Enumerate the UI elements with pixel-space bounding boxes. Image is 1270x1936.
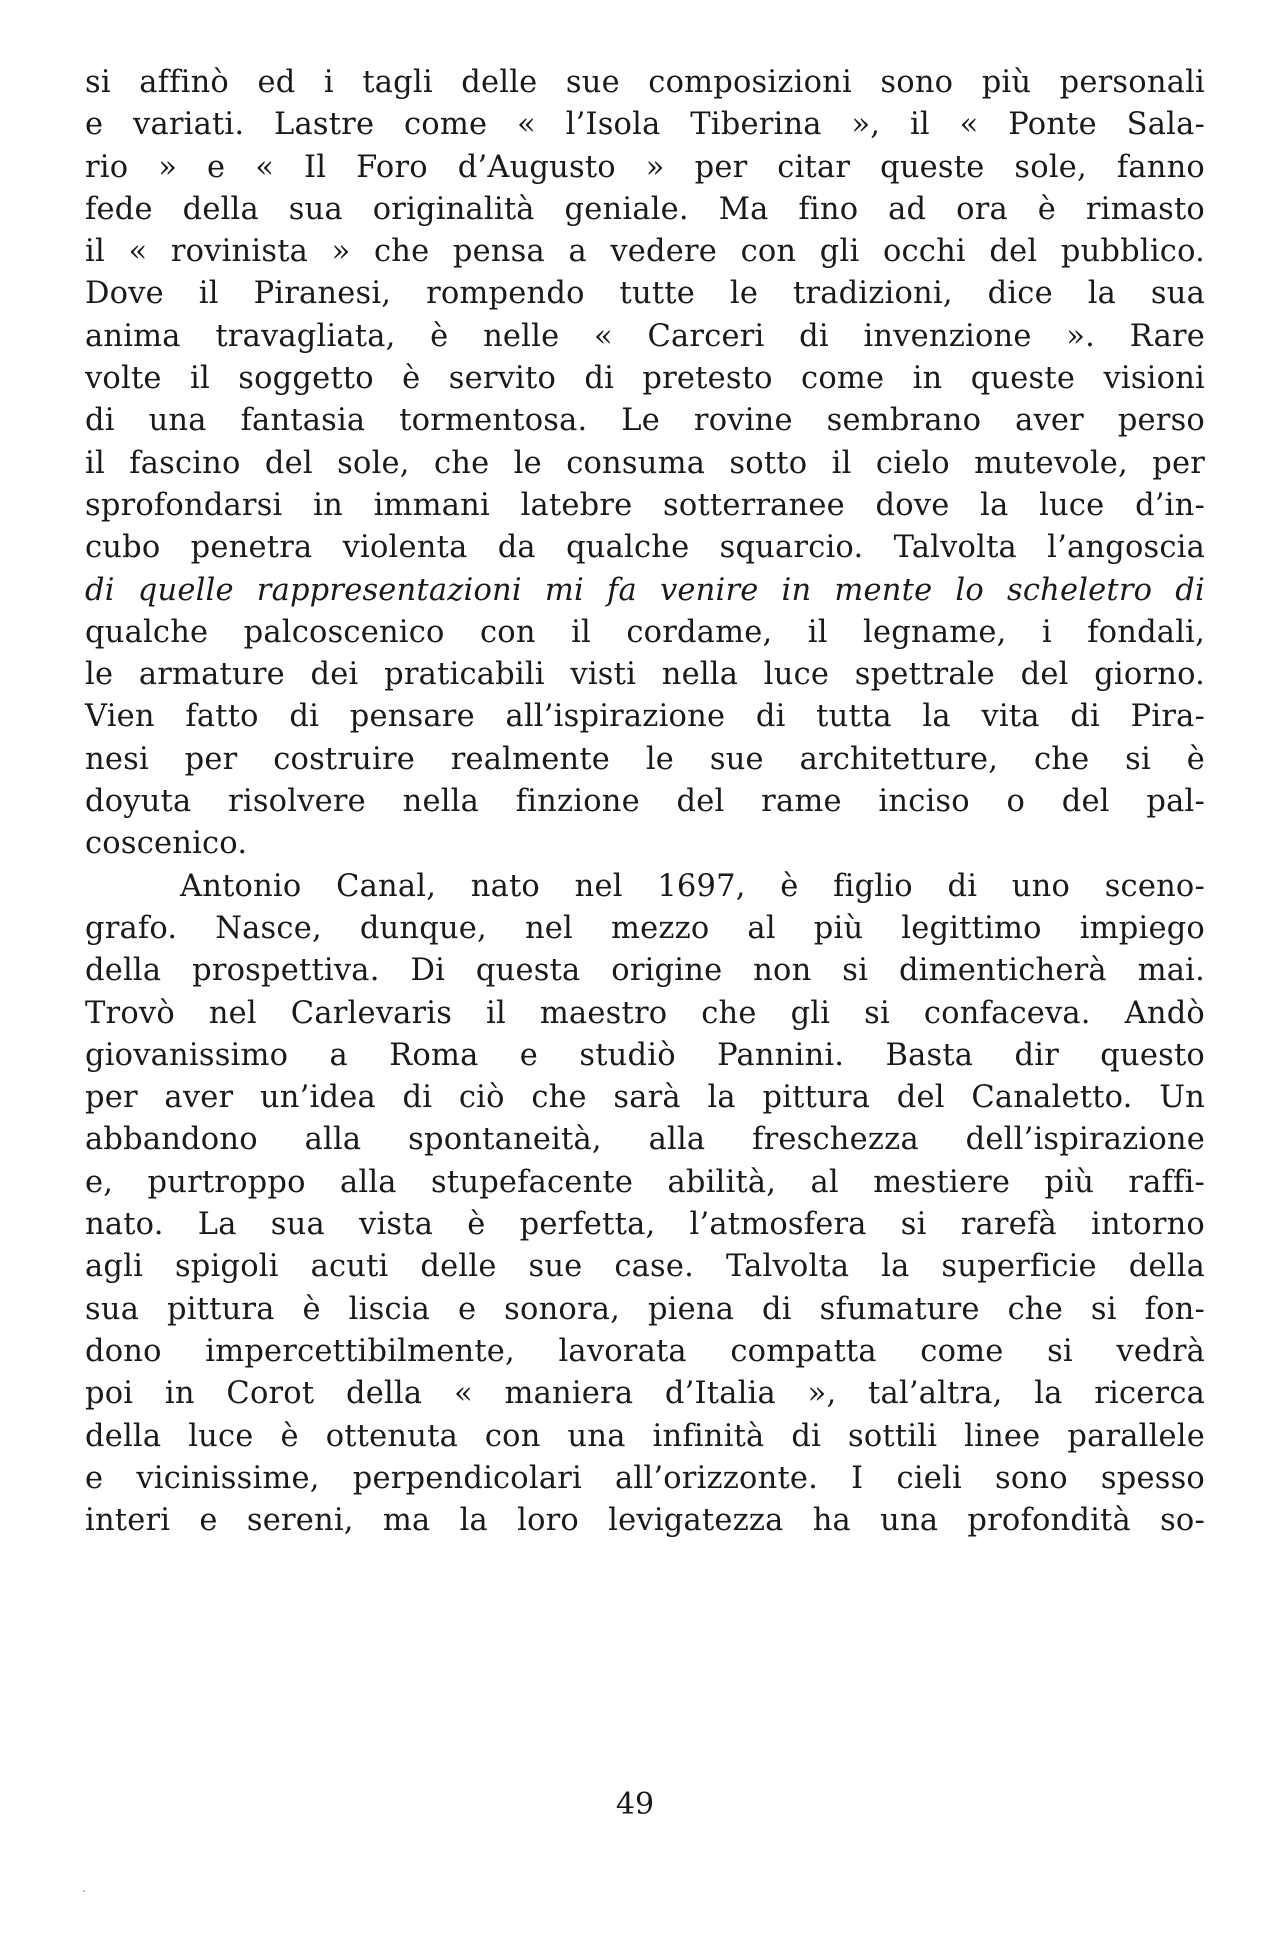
text-line: sua pittura è liscia e sonora, piena di sfumature che si fon- (85, 1291, 1205, 1327)
text-line: doyuta risolvere nella finzione del rame inciso o del pal- (85, 784, 1205, 820)
text-line: si affinò ed i tagli delle sue composizioni sono più personali (85, 65, 1205, 100)
text-line: e vicinissime, perpendicolari all’orizzonte. I cieli sono spesso (85, 1460, 1205, 1496)
text-line: grafo. Nasce, dunque, nel mezzo al più legittimo impiego (85, 910, 1205, 946)
text-line: e, purtroppo alla stupefacente abilità, al mestiere più raffi- (85, 1164, 1205, 1200)
text-line: e variati. Lastre come « l’Isola Tiberina », il « Ponte Sala- (85, 107, 1205, 143)
text-line: fede della sua originalità geniale. Ma fino ad ora è rimasto (85, 191, 1205, 227)
text-line: Trovò nel Carlevaris il maestro che gli si confaceva. Andò (85, 995, 1205, 1031)
text-line: il « rovinista » che pensa a vedere con gli occhi del pubblico. (85, 234, 1205, 270)
text-line: qualche palcoscenico con il cordame, il legname, i fondali, (85, 614, 1205, 650)
text-line: per aver un’idea di ciò che sarà la pittura del Canaletto. Un (85, 1080, 1205, 1116)
text-line: abbandono alla spontaneità, alla freschezza dell’ispirazione (85, 1122, 1205, 1158)
text-line: sprofondarsi in immani latebre sotterranee dove la luce d’in- (85, 487, 1205, 523)
page-number: 49 (615, 1787, 655, 1822)
scan-speck (83, 1890, 85, 1892)
text-line: giovanissimo a Roma e studiò Pannini. Basta dir questo (85, 1037, 1205, 1073)
text-line: cubo penetra violenta da qualche squarcio. Talvolta l’angoscia (85, 530, 1205, 566)
text-line: rio » e « Il Foro d’Augusto » per citar queste sole, fanno (85, 149, 1205, 185)
text-line: nato. La sua vista è perfetta, l’atmosfera si rarefà intorno (85, 1207, 1205, 1243)
text-line: dono impercettibilmente, lavorata compatta come si vedrà (85, 1333, 1205, 1369)
text-line: agli spigoli acuti delle sue case. Talvolta la superficie della (85, 1249, 1205, 1285)
text-line: nesi per costruire realmente le sue architetture, che si è (85, 741, 1205, 777)
text-line: volte il soggetto è servito di pretesto come in queste visioni (85, 361, 1205, 397)
text-line: poi in Corot della « maniera d’Italia », tal’altra, la ricerca (85, 1376, 1205, 1412)
paragraph-start-line: Antonio Canal, nato nel 1697, è figlio di uno sceno- (180, 868, 1205, 904)
text-line: interi e sereni, ma la loro levigatezza ha una profondità so- (85, 1503, 1205, 1539)
text-line: della luce è ottenuta con una infinità di sottili linee parallele (85, 1418, 1205, 1454)
text-line: Vien fatto di pensare all’ispirazione di tutta la vita di Pira- (85, 699, 1205, 735)
text-line: di una fantasia tormentosa. Le rovine sembrano aver perso (85, 403, 1205, 439)
body-text (85, 62, 1205, 1542)
text-line: il fascino del sole, che le consuma sotto il cielo mutevole, per (85, 445, 1205, 481)
text-line: anima travagliata, è nelle « Carceri di invenzione ». Rare (85, 318, 1205, 354)
paragraph-end-line: coscenico. (85, 826, 248, 862)
text-line: Dove il Piranesi, rompendo tutte le tradizioni, dice la sua (85, 276, 1205, 312)
text-line-italic: di quelle rappresentazioni mi fa venire in mente lo scheletro di (85, 572, 1205, 608)
text-line: le armature dei praticabili visti nella luce spettrale del giorno. (85, 657, 1205, 693)
text-line: della prospettiva. Di questa origine non si dimenticherà mai. (85, 953, 1205, 989)
